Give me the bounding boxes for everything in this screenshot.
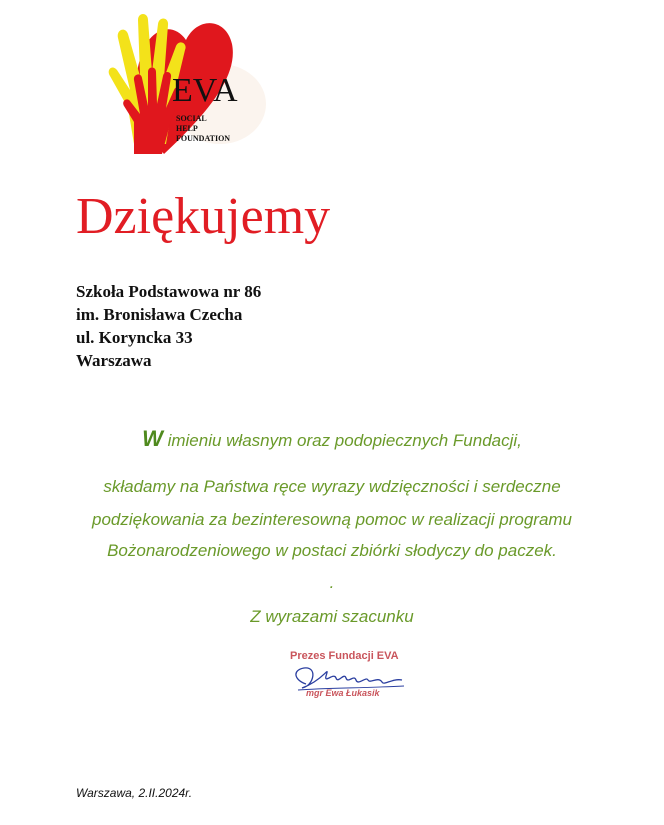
logo-line-help: HELP bbox=[176, 124, 198, 133]
logo-name: EVA bbox=[172, 72, 238, 109]
stamp-name: mgr Ewa Łukasik bbox=[306, 688, 380, 698]
message-line-2: składamy na Państwa ręce wyrazy wdzięczności i serdeczne bbox=[103, 477, 561, 496]
recipient-patron: im. Bronisława Czecha bbox=[76, 305, 243, 324]
message-dot: . bbox=[329, 573, 335, 592]
recipient-city: Warszawa bbox=[76, 351, 152, 370]
page-title: Dziękujemy bbox=[76, 188, 331, 245]
recipient-street: ul. Koryncka 33 bbox=[76, 328, 193, 347]
message-dropcap: W bbox=[142, 426, 163, 451]
stamp-title: Prezes Fundacji EVA bbox=[290, 650, 399, 662]
logo-line-foundation: FOUNDATION bbox=[176, 134, 231, 143]
closing-text: Z wyrazami szacunku bbox=[250, 607, 414, 626]
message-line-3: podziękowania za bezinteresowną pomoc w realizacji programu bbox=[91, 510, 573, 529]
letter-date: Warszawa, 2.II.2024r. bbox=[76, 786, 193, 800]
recipient-address bbox=[76, 280, 261, 372]
message-line-1-text: imieniu własnym oraz podopiecznych Fundacji, bbox=[162, 431, 522, 450]
signature-stamp bbox=[284, 650, 424, 704]
logo-line-social: SOCIAL bbox=[176, 114, 207, 123]
message-line-4: Bożonarodzeniowego w postaci zbiórki słodyczy do paczek. bbox=[107, 541, 557, 560]
recipient-school: Szkoła Podstawowa nr 86 bbox=[76, 282, 262, 301]
eva-logo bbox=[100, 4, 268, 156]
message-line-1 bbox=[0, 428, 664, 452]
